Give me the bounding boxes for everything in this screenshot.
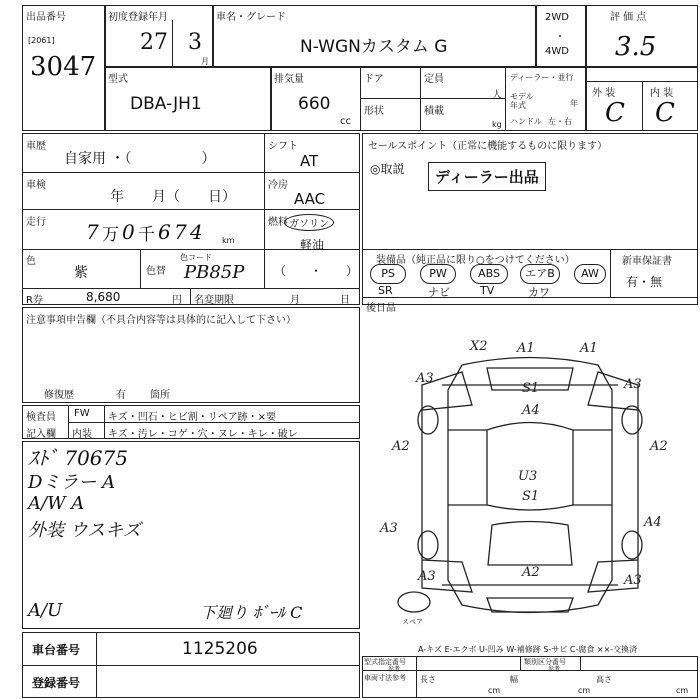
mark-label: A4 <box>522 403 540 418</box>
equip-abs: ABS <box>470 264 508 284</box>
mark-label: S1 <box>522 489 540 504</box>
equip-tv: TV <box>480 284 495 297</box>
exterior-label: 外 装 <box>592 88 616 99</box>
reg-expiry-day: 日 <box>340 295 350 306</box>
fuel-diesel: 軽油 <box>300 238 325 252</box>
mileage-digits <box>86 220 206 245</box>
mark-label: A2 <box>650 439 668 454</box>
recycle-label: R券 <box>26 295 43 306</box>
reg-no-label: 登録番号 <box>32 676 81 690</box>
displacement-unit: cc <box>340 116 351 127</box>
handwritten-line: 外装 ウスキズ <box>28 520 141 541</box>
repair-place: 箇所 <box>150 390 170 401</box>
handwritten-line: Dミラー A <box>28 472 116 493</box>
type-num-label: 型式指定番号 <box>364 658 406 666</box>
drive-dot: ・ <box>555 32 565 43</box>
repair-label: 修復歴 <box>44 390 74 401</box>
equip-ps: PS <box>370 264 406 284</box>
chassis-value: 1125206 <box>182 639 258 659</box>
fuel-other: （ ・ ） <box>274 264 359 278</box>
shift-label: シフト <box>268 141 298 152</box>
model-label: 型式 <box>108 74 128 85</box>
mark-label: X2 <box>470 339 488 354</box>
inspection-label: 車検 <box>26 180 46 191</box>
inspector-line1: キズ・凹石・ヒビ割・リペア跡・×要 <box>108 412 276 423</box>
inspector-label-2: 記入欄 <box>26 429 56 440</box>
load-unit: kg <box>492 120 502 129</box>
mark-label: A4 <box>644 515 662 530</box>
model-year-label: モデル年式 <box>510 92 534 110</box>
spare-label: スペア <box>402 618 423 626</box>
warranty-label: 新車保証書 <box>622 256 672 267</box>
handwritten-line: 下廻り ﾎﾞｰﾙ C <box>200 603 303 622</box>
recycle-value: 8,680 <box>86 290 121 304</box>
model-year-unit: 年 <box>570 99 578 108</box>
displacement-label: 排気量 <box>274 74 304 85</box>
exterior-value: C <box>605 98 625 128</box>
dealer-stamp <box>428 162 546 191</box>
shift-value: AT <box>300 152 319 170</box>
size-width-unit: cm <box>578 686 591 695</box>
equip-aw: AW <box>574 264 606 284</box>
capacity-unit: 人 <box>492 90 502 101</box>
fuel-label: 燃料 <box>268 217 288 228</box>
model-value: DBA-JH1 <box>130 94 202 114</box>
handle-label: ハンドル <box>510 117 542 126</box>
drive-4wd: 4WD <box>545 46 569 57</box>
drive-2wd: 2WD <box>545 12 569 23</box>
dealer-stamp-text: ディーラー出品 <box>435 168 539 186</box>
usage-label: 車歴 <box>26 141 46 152</box>
usage-value: 自家用 ・（ ） <box>64 151 216 167</box>
rear-label: 後日品 <box>366 303 396 314</box>
size-height-unit: cm <box>676 686 689 695</box>
sales-point-label: セールスポイント（正常に機能するものに限ります） <box>368 141 608 152</box>
reg-expiry-month: 月 <box>290 295 300 306</box>
mark-label: A1 <box>580 341 598 356</box>
color-code: PB85P <box>184 262 245 283</box>
color-value: 紫 <box>74 265 88 281</box>
first-reg-label: 初度登録年月 <box>108 12 168 23</box>
color-label: 色 <box>26 256 36 267</box>
capacity-label: 定員 <box>424 74 444 85</box>
mark-label: S1 <box>522 381 540 396</box>
damage-legend: A-キズ E-エクボ U-凹み W-補修跡 S-サビ C-腐食 ××-交換済 <box>418 645 638 654</box>
fuel-gas: ガソリン <box>284 214 334 231</box>
load-label: 積載 <box>424 106 444 117</box>
interior-label: 内 装 <box>650 88 674 99</box>
inspector-label-1: 検査員 <box>26 412 56 423</box>
lot-label: 出品番号 <box>26 12 66 23</box>
mileage-digit: 4 <box>190 220 203 244</box>
color-change-label: 色替 <box>146 266 166 277</box>
mark-label: A3 <box>624 377 642 392</box>
equip-navi: ナビ <box>428 286 450 299</box>
mark-label: A1 <box>517 341 535 356</box>
mark-label: U3 <box>518 469 538 484</box>
size-length-unit: cm <box>488 686 501 695</box>
first-reg-year: 27 <box>140 30 168 55</box>
mileage-digit: 7 <box>174 220 187 244</box>
mileage-digit: 万 <box>102 225 119 245</box>
inspection-value: 年 月（ 日） <box>110 189 236 205</box>
size-length: 長さ <box>420 675 436 684</box>
lot-code: [2061] <box>28 36 55 45</box>
handwritten-line: A/W A <box>28 493 85 514</box>
mileage-label: 走行 <box>26 217 46 228</box>
car-diagram <box>362 330 698 630</box>
first-reg-month-unit: 月 <box>201 57 209 66</box>
inspector-fw: FW <box>74 408 90 419</box>
cat-num-sub: 参考 <box>548 666 561 673</box>
chassis-label: 車台番号 <box>32 643 81 657</box>
car-name-label: 車名・グレード <box>216 12 286 23</box>
reg-expiry-label: 名変期限 <box>194 295 234 306</box>
size-width: 幅 <box>510 675 518 684</box>
mileage-digit: 7 <box>86 220 99 244</box>
mark-label: A3 <box>624 573 642 588</box>
size-label: 車両寸法参考 <box>364 674 406 682</box>
mark-label: A3 <box>416 371 434 386</box>
displacement-value: 660 <box>298 94 331 114</box>
interior-value: C <box>655 98 675 128</box>
mileage-digit: 千 <box>138 225 155 245</box>
warranty-value: 有・無 <box>626 275 663 289</box>
shape-label: 形状 <box>364 106 384 117</box>
handle-value: 左・右 <box>548 117 572 126</box>
score-label: 評 価 点 <box>610 12 647 23</box>
size-height: 高さ <box>596 675 612 684</box>
color-code-label: 色コード <box>180 253 212 262</box>
equip-leather: カワ <box>528 286 550 299</box>
repair-value: 有 <box>116 390 126 401</box>
mark-label: A2 <box>392 439 410 454</box>
equipment-label: 装備品（純正品に限り○をつけてください） <box>376 255 575 266</box>
lot-number: 3047 <box>30 52 97 82</box>
equip-airbag: エアB <box>520 264 560 284</box>
mileage-digit: 6 <box>158 220 171 244</box>
handwritten-line: A/U <box>28 600 63 621</box>
handwritten-line: ｽﾄﾞ 70675 <box>28 446 128 470</box>
cat-num-label: 類別区分番号 <box>524 658 566 666</box>
equip-pw: PW <box>420 264 456 284</box>
mark-label: A3 <box>380 521 398 536</box>
mark-label: A3 <box>418 569 436 584</box>
inspector-line2: キズ・汚レ・コゲ・穴・ヌレ・キレ・破レ <box>108 429 298 440</box>
dealer-label: ディーラー・並行 <box>510 73 574 82</box>
notes-label: 注意事項申告欄（不具合内容等は具体的に記入して下さい） <box>26 315 296 326</box>
mark-label: A2 <box>522 565 540 580</box>
aircon-value: AAC <box>294 190 326 208</box>
car-name-value: N-WGNカスタム G <box>300 37 448 57</box>
score-value: 3.5 <box>615 32 657 62</box>
aircon-label: 冷房 <box>268 180 288 191</box>
mileage-unit: km <box>222 236 235 245</box>
equip-sr: SR <box>378 284 393 297</box>
recycle-unit: 円 <box>172 295 182 306</box>
first-reg-month: 3 <box>188 30 202 55</box>
mileage-digit: 0 <box>122 220 135 244</box>
inspector-naisou: 内装 <box>72 429 92 440</box>
door-label: ドア <box>364 74 384 85</box>
sales-manual: ◎取説 <box>370 162 405 176</box>
type-num-sub: 参考 <box>388 666 401 673</box>
